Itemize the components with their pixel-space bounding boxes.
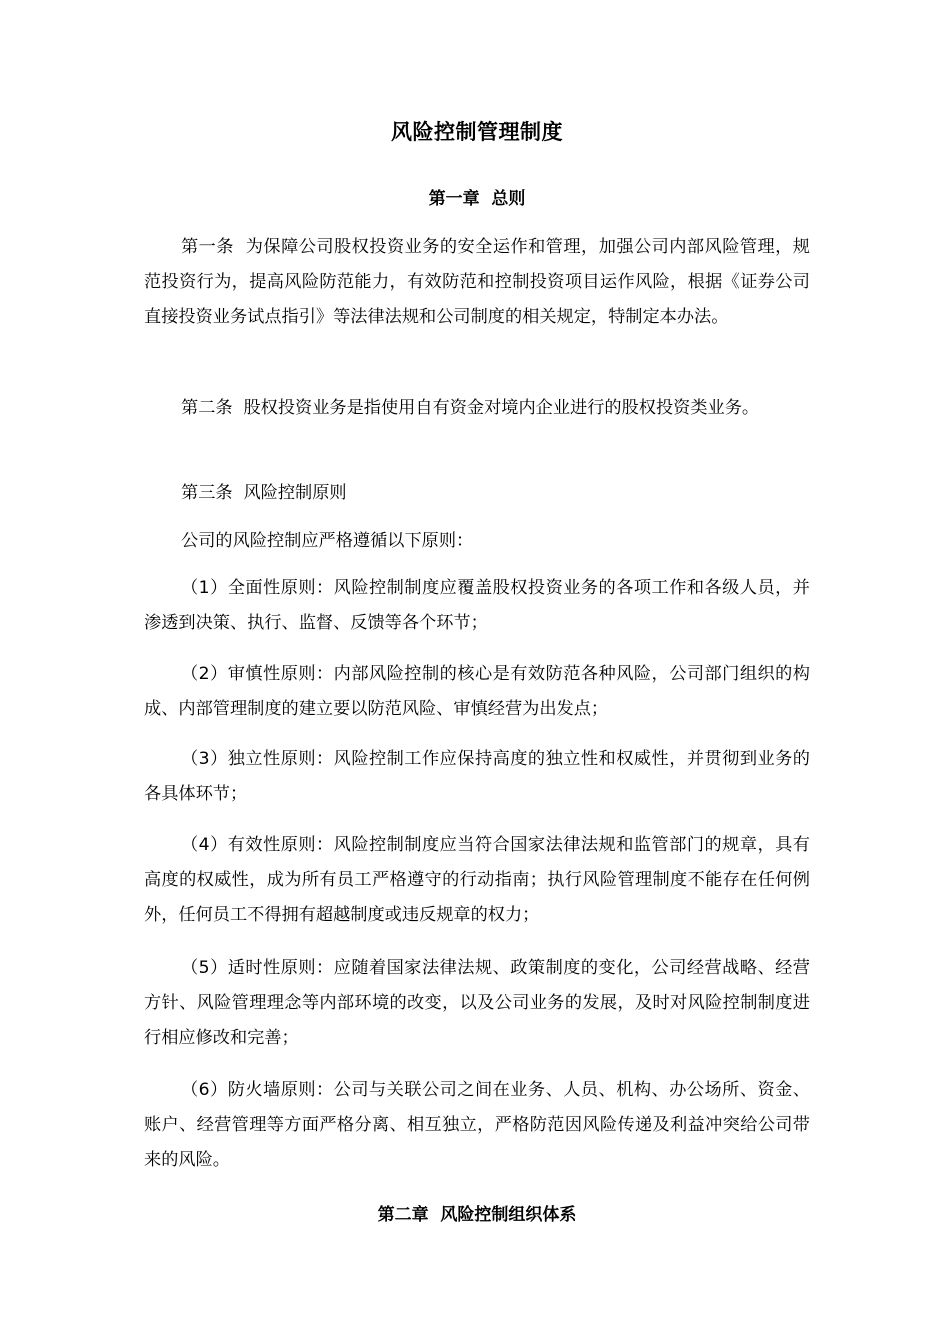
- principle-3: （3）独立性原则：风险控制工作应保持高度的独立性和权威性，并贯彻到业务的各具体环节；: [144, 749, 810, 804]
- chapter-1-heading: 第一章 总则: [428, 189, 526, 209]
- principle-4: （4）有效性原则：风险控制制度应当符合国家法律法规和监管部门的规章，具有高度的权威性，成为所有员工严格遵守的行动指南；执行风险管理制度不能存在任何例外，任何员工不得拥有超越制度或违反规章的权力；: [144, 835, 810, 925]
- article-2: 第二条 股权投资业务是指使用自有资金对境内企业进行的股权投资类业务。: [181, 398, 760, 418]
- principle-6: （6）防火墙原则：公司与关联公司之间在业务、人员、机构、办公场所、资金、账户、经营管理等方面严格分离、相互独立，严格防范因风险传递及利益冲突给公司带来的风险。: [144, 1080, 810, 1170]
- article-3-intro: 公司的风险控制应严格遵循以下原则：: [181, 531, 474, 551]
- principle-5: （5）适时性原则：应随着国家法律法规、政策制度的变化，公司经营战略、经营方针、风险管理理念等内部环境的改变，以及公司业务的发展，及时对风险控制制度进行相应修改和完善；: [144, 958, 810, 1048]
- article-1: 第一条 为保障公司股权投资业务的安全运作和管理，加强公司内部风险管理，规范投资行为，提高风险防范能力，有效防范和控制投资项目运作风险，根据《证券公司直接投资业务试点指引》等法律法规和公司制度的相关规定，特制定本办法。: [144, 237, 810, 327]
- article-3-heading: 第三条 风险控制原则: [181, 483, 347, 503]
- document-title: 风险控制管理制度: [391, 120, 563, 144]
- principle-1: （1）全面性原则：风险控制制度应覆盖股权投资业务的各项工作和各级人员，并渗透到决策、执行、监督、反馈等各个环节；: [144, 578, 810, 633]
- chapter-2-heading: 第二章 风险控制组织体系: [377, 1205, 577, 1225]
- principle-2: （2）审慎性原则：内部风险控制的核心是有效防范各种风险，公司部门组织的构成、内部管理制度的建立要以防范风险、审慎经营为出发点；: [144, 664, 810, 719]
